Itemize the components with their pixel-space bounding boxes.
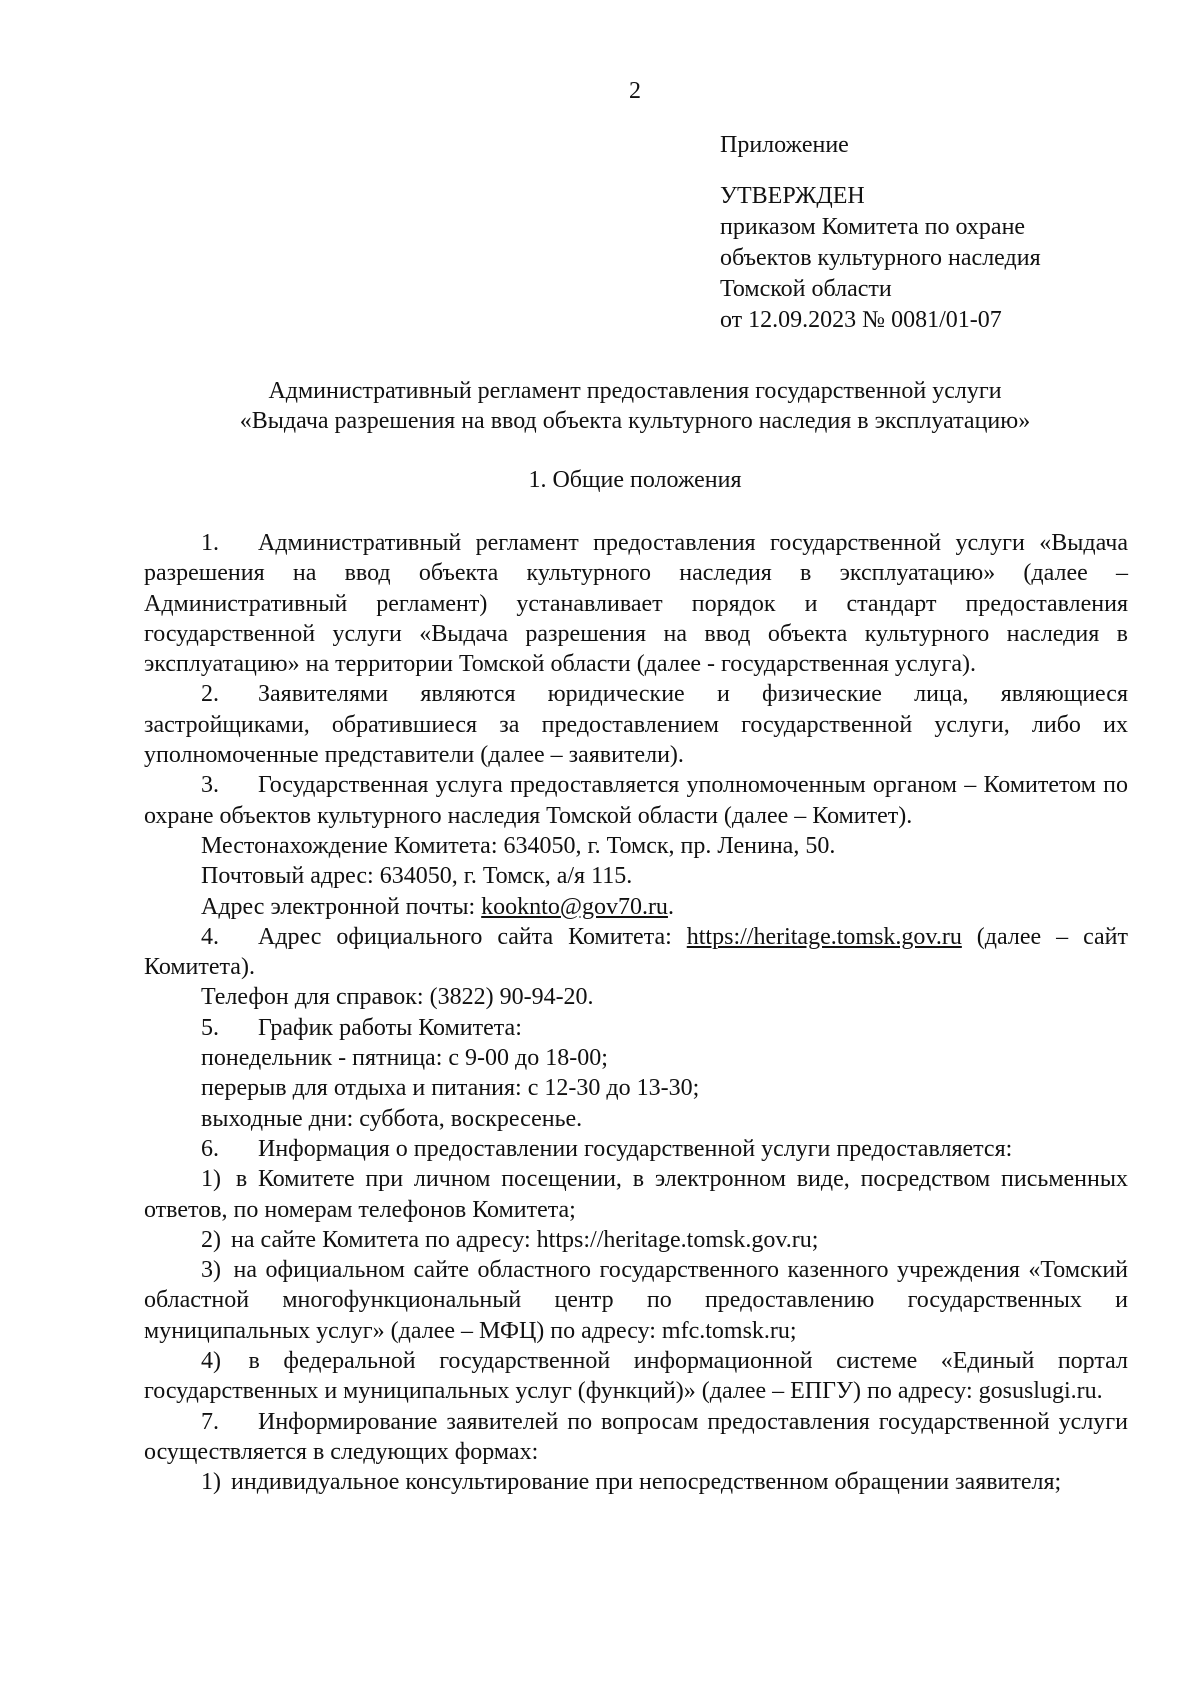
approval-date-number: от 12.09.2023 № 0081/01-07 <box>720 307 1002 333</box>
postal-address-line: Почтовый адрес: 634050, г. Томск, а/я 115. <box>201 863 633 890</box>
paragraph-5 <box>144 1013 1128 1043</box>
item-number: 3) <box>201 1257 221 1284</box>
item-text: на официальном сайте областного государственного казенного учреждения «Томский областной многофункциональный центр по предоставлению государственных и муниципальных услуг» (далее – МФЦ) по адресу: mfc.tomsk.ru; <box>144 1257 1129 1344</box>
paragraph-number: 4. <box>201 923 219 950</box>
paragraph-number: 1. <box>201 530 219 556</box>
paragraph-6-item-1 <box>144 1164 1128 1225</box>
schedule-line-2: перерыв для отдыха и питания: с 12-30 до 13-30; <box>201 1075 700 1102</box>
email-link[interactable]: kooknto@gov70.ru <box>481 893 668 920</box>
title-line-1: Административный регламент предоставления государственной услуги <box>268 378 1002 404</box>
paragraph-7 <box>144 1407 1128 1468</box>
paragraph-number: 6. <box>201 1135 219 1162</box>
section-heading: 1. Общие положения <box>528 467 742 493</box>
paragraph-text: Административный регламент предоставления государственной услуги «Выдача разрешения на ввод объекта культурного наследия в эксплуатацию» (далее – Административный регламент) устанавливает порядок и стандарт предоставления государственной услуги «Выдача разрешения на ввод объекта культурного наследия в эксплуатацию» на территории Томской области (далее - государственная услуга). <box>144 530 1128 678</box>
paragraph-text: Адрес официального сайта Комитета: <box>258 923 687 950</box>
paragraph-number: 5. <box>201 1014 219 1041</box>
approval-block <box>720 130 1041 336</box>
paragraph-number: 2. <box>201 681 219 708</box>
item-number: 1) <box>201 1469 221 1496</box>
paragraph-text: Информация о предоставлении государственной услуги предоставляется: <box>258 1135 1013 1162</box>
page-number: 2 <box>629 78 641 104</box>
paragraph-7-item-1 <box>144 1467 1128 1497</box>
paragraph-4 <box>144 922 1128 983</box>
item-text: в федеральной государственной информационной системе «Единый портал государственных и муниципальных услуг (функций)» (далее – ЕПГУ) по адресу: gosuslugi.ru. <box>144 1348 1128 1405</box>
email-end: . <box>667 893 674 920</box>
paragraph-text: График работы Комитета: <box>258 1014 522 1041</box>
paragraph-6-item-3 <box>144 1255 1128 1346</box>
approved-label: УТВЕРЖДЕН <box>720 183 865 209</box>
schedule-line-1: понедельник - пятница: с 9-00 до 18-00; <box>201 1045 608 1072</box>
item-number: 1) <box>201 1166 221 1193</box>
item-number: 2) <box>201 1226 221 1253</box>
approval-line-2: объектов культурного наследия <box>720 245 1041 271</box>
website-link[interactable]: https://heritage.tomsk.gov.ru <box>686 923 962 950</box>
document-body <box>144 528 1128 1498</box>
approval-line-1: приказом Комитета по охране <box>720 214 1026 240</box>
email-label: Адрес электронной почты: <box>201 893 482 920</box>
phone-line: Телефон для справок: (3822) 90-94-20. <box>201 984 594 1011</box>
paragraph-3 <box>144 770 1128 831</box>
appendix-label: Приложение <box>720 132 849 158</box>
paragraph-6-item-2 <box>144 1225 1128 1255</box>
location-line: Местонахождение Комитета: 634050, г. Томск, пр. Ленина, 50. <box>201 832 836 859</box>
document-title <box>140 376 1130 436</box>
paragraph-2 <box>144 679 1128 770</box>
paragraph-text: Государственная услуга предоставляется уполномоченным органом – Комитетом по охране объектов культурного наследия Томской области (далее – Комитет). <box>144 772 1128 829</box>
schedule-line-3: выходные дни: суббота, воскресенье. <box>201 1105 583 1132</box>
paragraph-text: Информирование заявителей по вопросам предоставления государственной услуги осуществляется в следующих формах: <box>144 1408 1128 1465</box>
item-number: 4) <box>201 1348 221 1375</box>
item-text: индивидуальное консультирование при непосредственном обращении заявителя; <box>231 1469 1062 1496</box>
paragraph-1 <box>144 528 1128 679</box>
paragraph-text: Заявителями являются юридические и физические лица, являющиеся застройщиками, обратившиеся за предоставлением государственной услуги, либо их уполномоченные представители (далее – заявители). <box>144 681 1128 769</box>
paragraph-number: 7. <box>201 1408 219 1435</box>
paragraph-text-end: (далее – сайт Комитета). <box>144 923 1129 981</box>
paragraph-6-item-4 <box>144 1346 1128 1407</box>
paragraph-6 <box>144 1134 1128 1164</box>
email-line <box>144 892 1128 922</box>
title-line-2: «Выдача разрешения на ввод объекта культурного наследия в эксплуатацию» <box>239 408 1031 434</box>
approval-line-3: Томской области <box>720 276 892 302</box>
paragraph-number: 3. <box>201 772 219 799</box>
item-text: в Комитете при личном посещении, в электронном виде, посредством письменных ответов, по номерам телефонов Комитета; <box>144 1166 1128 1223</box>
item-text: на сайте Комитета по адресу: https://heritage.tomsk.gov.ru; <box>231 1226 819 1253</box>
